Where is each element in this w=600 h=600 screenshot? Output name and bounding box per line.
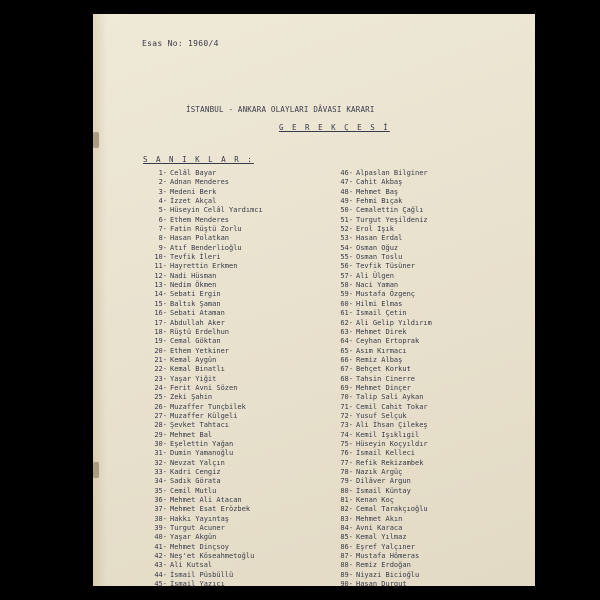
defendant-entry bbox=[149, 459, 263, 468]
defendant-number: 62- bbox=[340, 318, 353, 327]
defendant-name: Atıf Benderlioğlu bbox=[170, 243, 242, 252]
defendant-number: 7- bbox=[158, 225, 167, 234]
defendant-entry bbox=[335, 365, 432, 374]
defendant-number: 11- bbox=[154, 262, 167, 271]
defendant-name: Sadık Görata bbox=[170, 477, 221, 486]
defendant-entry bbox=[335, 468, 432, 477]
defendant-name: Mehmet Direk bbox=[356, 327, 407, 336]
defendant-name: Fehmi Bıçak bbox=[356, 197, 403, 206]
defendant-number: 69- bbox=[340, 383, 353, 392]
defendant-name: Turgut Yeşildeniz bbox=[356, 215, 428, 224]
defendant-entry bbox=[149, 262, 263, 271]
defendant-entry bbox=[335, 300, 432, 309]
defendant-entry bbox=[149, 515, 263, 524]
defendant-name: Zeki Şahin bbox=[170, 393, 213, 402]
defendant-entry bbox=[149, 169, 263, 178]
defendant-entry bbox=[335, 533, 432, 542]
document-title: İSTANBUL - ANKARA OLAYLARI DÂVASI KARARI bbox=[186, 105, 375, 114]
defendant-number: 64- bbox=[340, 337, 353, 346]
defendant-number: 33- bbox=[154, 468, 167, 476]
defendant-entry bbox=[335, 403, 432, 412]
defendant-number: 87- bbox=[340, 552, 353, 561]
defendant-name: Tevfik Tüsüner bbox=[356, 262, 416, 271]
defendant-entry bbox=[149, 234, 263, 243]
defendant-entry bbox=[149, 552, 263, 561]
defendant-entry bbox=[335, 347, 432, 356]
defendant-number: 28- bbox=[154, 421, 167, 430]
defendant-name: Muzaffer Külgeli bbox=[170, 411, 238, 420]
defendant-name: Mustafa Özgenç bbox=[356, 290, 416, 299]
defendant-name: Fatin Rüştü Zorlu bbox=[170, 225, 242, 234]
defendant-number: 26- bbox=[154, 402, 167, 411]
defendant-name: Hasan Durgut bbox=[356, 580, 407, 589]
defendant-name: Celâl Bayar bbox=[170, 169, 217, 177]
staple-mark-top bbox=[93, 132, 99, 148]
defendant-name: Niyazi Bicioğlu bbox=[356, 570, 420, 579]
document-subtitle: G E R E K Ç E S İ bbox=[279, 123, 390, 132]
defendant-entry bbox=[149, 197, 263, 206]
defendant-number: 52- bbox=[340, 225, 353, 234]
defendant-entry bbox=[149, 244, 263, 253]
defendant-name: Osman Toslu bbox=[356, 253, 403, 262]
defendant-entry bbox=[149, 412, 263, 421]
defendant-name: Nazık Argüç bbox=[356, 468, 403, 476]
defendant-entry bbox=[149, 319, 263, 328]
defendant-name: Nadi Hüsman bbox=[170, 271, 217, 280]
defendant-entry bbox=[149, 524, 263, 533]
defendant-entry bbox=[335, 496, 432, 505]
defendant-entry bbox=[335, 375, 432, 384]
defendant-number: 48- bbox=[340, 187, 353, 196]
file-number: Esas No: 1960/4 bbox=[142, 39, 219, 48]
defendant-entry bbox=[335, 561, 432, 570]
defendant-number: 83- bbox=[340, 514, 353, 523]
defendant-entry bbox=[149, 431, 263, 440]
defendant-name: Naci Yaman bbox=[356, 281, 399, 290]
defendant-name: Mehmet Dinçsoy bbox=[170, 542, 230, 551]
defendant-number: 38- bbox=[154, 514, 167, 523]
defendant-name: İsmail Kelleci bbox=[356, 449, 416, 458]
defendant-entry bbox=[149, 384, 263, 393]
defendant-entry bbox=[149, 347, 263, 356]
defendant-number: 72- bbox=[340, 411, 353, 420]
defendant-entry bbox=[149, 543, 263, 552]
defendant-number: 50- bbox=[340, 206, 353, 215]
defendant-name: Medeni Berk bbox=[170, 187, 217, 196]
defendant-entry bbox=[335, 206, 432, 215]
defendant-entry bbox=[149, 487, 263, 496]
defendant-number: 80- bbox=[340, 486, 353, 495]
defendant-entry bbox=[335, 253, 432, 262]
defendant-name: Tevfik İleri bbox=[170, 253, 221, 262]
defendant-number: 2- bbox=[158, 178, 167, 187]
defendant-name: Kemil Işıklıgil bbox=[356, 430, 420, 439]
defendant-number: 55- bbox=[340, 253, 353, 262]
defendant-entry bbox=[149, 393, 263, 402]
defendant-number: 82- bbox=[340, 505, 353, 514]
defendant-entry bbox=[335, 178, 432, 187]
defendant-number: 78- bbox=[340, 468, 353, 476]
defendant-entry bbox=[149, 477, 263, 486]
defendant-entry bbox=[335, 216, 432, 225]
defendants-list-left bbox=[149, 169, 263, 589]
defendant-number: 8- bbox=[158, 234, 167, 243]
defendant-name: Ethem Yetkiner bbox=[170, 346, 230, 355]
defendant-number: 37- bbox=[154, 505, 167, 514]
defendant-number: 10- bbox=[154, 253, 167, 262]
defendant-number: 74- bbox=[340, 430, 353, 439]
defendant-name: Remiz Erdoğan bbox=[356, 561, 411, 570]
defendant-name: Mehmet Dinçer bbox=[356, 383, 411, 392]
defendant-entry bbox=[149, 449, 263, 458]
defendant-number: 1- bbox=[158, 169, 167, 177]
defendant-name: Hilmi Elmas bbox=[356, 299, 403, 308]
defendant-name: Hakkı Yayıntaş bbox=[170, 514, 230, 523]
defendant-number: 23- bbox=[154, 374, 167, 383]
defendant-entry bbox=[335, 552, 432, 561]
defendant-entry bbox=[335, 477, 432, 486]
defendant-entry bbox=[335, 262, 432, 271]
defendant-entry bbox=[149, 206, 263, 215]
defendant-entry bbox=[149, 403, 263, 412]
defendant-name: Mehmet Esat Erözbek bbox=[170, 505, 251, 514]
defendant-entry bbox=[149, 505, 263, 514]
defendant-number: 27- bbox=[154, 411, 167, 420]
defendant-entry bbox=[335, 356, 432, 365]
defendant-entry bbox=[335, 384, 432, 393]
defendant-name: Dilâver Argun bbox=[356, 477, 411, 486]
defendant-name: Neş'et Köseahmetoğlu bbox=[170, 552, 255, 561]
defendant-name: Baltık Şaman bbox=[170, 299, 221, 308]
defendant-number: 12- bbox=[154, 271, 167, 280]
defendant-number: 25- bbox=[154, 393, 167, 402]
defendant-name: Ethem Menderes bbox=[170, 215, 230, 224]
defendant-entry bbox=[149, 337, 263, 346]
defendant-number: 85- bbox=[340, 533, 353, 542]
defendant-name: Talip Sali Aykan bbox=[356, 393, 424, 402]
defendant-entry bbox=[149, 188, 263, 197]
defendant-number: 54- bbox=[340, 243, 353, 252]
defendant-number: 47- bbox=[340, 178, 353, 187]
defendant-number: 35- bbox=[154, 486, 167, 495]
defendant-name: Ali İhsan Çilekeş bbox=[356, 421, 428, 430]
defendant-name: Ali Kutsal bbox=[170, 561, 213, 570]
defendant-number: 9- bbox=[158, 243, 167, 252]
defendant-entry bbox=[149, 365, 263, 374]
defendant-number: 86- bbox=[340, 542, 353, 551]
defendant-name: Mehmet Bal bbox=[170, 430, 213, 439]
defendant-number: 5- bbox=[158, 206, 167, 215]
defendant-entry bbox=[149, 300, 263, 309]
defendant-number: 68- bbox=[340, 374, 353, 383]
defendant-name: Kemal Aygün bbox=[170, 355, 217, 364]
defendant-number: 21- bbox=[154, 355, 167, 364]
defendant-name: Muzaffer Tunçbilek bbox=[170, 402, 246, 411]
defendant-name: Rüştü Erdelhun bbox=[170, 327, 230, 336]
defendant-number: 56- bbox=[340, 262, 353, 271]
defendant-entry bbox=[149, 328, 263, 337]
defendant-number: 59- bbox=[340, 290, 353, 299]
defendant-name: Adnan Menderes bbox=[170, 178, 230, 187]
defendant-number: 42- bbox=[154, 552, 167, 561]
defendant-number: 67- bbox=[340, 365, 353, 374]
defendant-name: Asım Kırmacı bbox=[356, 346, 407, 355]
defendant-entry bbox=[149, 272, 263, 281]
defendant-number: 65- bbox=[340, 346, 353, 355]
defendant-name: Sebati Ergin bbox=[170, 290, 221, 299]
defendant-name: Yusuf Selçuk bbox=[356, 411, 407, 420]
defendant-name: Mehmet Ali Atacan bbox=[170, 496, 242, 505]
document-page bbox=[93, 14, 535, 589]
defendant-name: Hüseyin Koçyıldır bbox=[356, 439, 428, 448]
defendant-entry bbox=[149, 281, 263, 290]
defendant-number: 6- bbox=[158, 215, 167, 224]
defendant-name: Erol Işık bbox=[356, 225, 394, 234]
defendant-entry bbox=[149, 225, 263, 234]
defendant-number: 14- bbox=[154, 290, 167, 299]
defendant-name: Hayrettin Erkmen bbox=[170, 262, 238, 271]
defendant-entry bbox=[149, 290, 263, 299]
defendant-entry bbox=[335, 197, 432, 206]
defendant-number: 75- bbox=[340, 439, 353, 448]
defendant-name: Cemal Göktan bbox=[170, 337, 221, 346]
defendant-number: 73- bbox=[340, 421, 353, 430]
defendant-entry bbox=[335, 393, 432, 402]
defendant-number: 46- bbox=[340, 169, 353, 177]
defendant-name: Hasan Erdal bbox=[356, 234, 403, 243]
defendant-name: Cemalettin Çağlı bbox=[356, 206, 424, 215]
defendant-entry bbox=[149, 468, 263, 477]
defendant-entry bbox=[335, 244, 432, 253]
defendant-entry bbox=[335, 515, 432, 524]
defendants-list-right bbox=[335, 169, 432, 589]
defendant-entry bbox=[149, 440, 263, 449]
defendant-number: 63- bbox=[340, 327, 353, 336]
defendant-number: 41- bbox=[154, 542, 167, 551]
defendant-name: Cemal Tarakçıoğlu bbox=[356, 505, 428, 514]
defendant-entry bbox=[149, 561, 263, 570]
defendant-name: Yaşar Yiğit bbox=[170, 374, 217, 383]
defendant-name: İsmail Yazıcı bbox=[170, 580, 225, 589]
defendant-number: 44- bbox=[154, 570, 167, 579]
defendant-number: 84- bbox=[340, 524, 353, 533]
defendant-name: Osman Oğuz bbox=[356, 243, 399, 252]
defendant-number: 20- bbox=[154, 346, 167, 355]
defendant-number: 79- bbox=[340, 477, 353, 486]
defendant-number: 34- bbox=[154, 477, 167, 486]
defendant-entry bbox=[335, 459, 432, 468]
defendant-entry bbox=[335, 431, 432, 440]
defendant-name: Cemil Cahit Tokar bbox=[356, 402, 428, 411]
defendant-entry bbox=[335, 234, 432, 243]
defendant-entry bbox=[149, 309, 263, 318]
defendant-entry bbox=[149, 253, 263, 262]
defendant-entry bbox=[335, 319, 432, 328]
defendant-number: 61- bbox=[340, 309, 353, 318]
defendant-name: Nevzat Yalçın bbox=[170, 458, 225, 467]
defendant-entry bbox=[149, 375, 263, 384]
defendant-entry bbox=[335, 337, 432, 346]
defendant-name: Eşelettin Yağan bbox=[170, 439, 234, 448]
defendant-name: Mehmet Akın bbox=[356, 514, 403, 523]
defendant-entry bbox=[335, 505, 432, 514]
defendant-number: 81- bbox=[340, 496, 353, 505]
defendant-number: 76- bbox=[340, 449, 353, 458]
defendant-name: Kadri Cengiz bbox=[170, 468, 221, 476]
defendant-number: 4- bbox=[158, 197, 167, 206]
defendant-entry bbox=[335, 421, 432, 430]
defendant-entry bbox=[335, 543, 432, 552]
defendant-name: Nedim Ökmen bbox=[170, 281, 217, 290]
defendant-number: 22- bbox=[154, 365, 167, 374]
defendant-entry bbox=[149, 571, 263, 580]
defendant-entry bbox=[335, 524, 432, 533]
defendant-number: 51- bbox=[340, 215, 353, 224]
defendant-entry bbox=[335, 571, 432, 580]
defendant-entry bbox=[335, 449, 432, 458]
defendant-entry bbox=[335, 412, 432, 421]
defendant-name: İsmail Çetin bbox=[356, 309, 407, 318]
defendant-entry bbox=[335, 440, 432, 449]
defendant-entry bbox=[149, 421, 263, 430]
defendant-name: Refik Rekizambek bbox=[356, 458, 424, 467]
defendant-name: Ali Gelip Yıldırım bbox=[356, 318, 432, 327]
defendant-number: 19- bbox=[154, 337, 167, 346]
defendant-number: 43- bbox=[154, 561, 167, 570]
defendant-number: 15- bbox=[154, 299, 167, 308]
defendant-number: 58- bbox=[340, 281, 353, 290]
defendant-number: 60- bbox=[340, 299, 353, 308]
defendant-name: Hüseyin Celâl Yardımcı bbox=[170, 206, 263, 215]
defendant-number: 36- bbox=[154, 496, 167, 505]
defendant-number: 32- bbox=[154, 458, 167, 467]
defendant-entry bbox=[149, 178, 263, 187]
defendant-entry bbox=[335, 169, 432, 178]
defendant-number: 71- bbox=[340, 402, 353, 411]
defendant-number: 70- bbox=[340, 393, 353, 402]
defendant-entry bbox=[335, 580, 432, 589]
defendant-number: 88- bbox=[340, 561, 353, 570]
defendant-name: Sebati Ataman bbox=[170, 309, 225, 318]
defendant-name: Dumin Yamanoğlu bbox=[170, 449, 234, 458]
defendants-heading: S A N I K L A R : bbox=[143, 155, 254, 164]
defendant-number: 66- bbox=[340, 355, 353, 364]
defendant-entry bbox=[149, 216, 263, 225]
defendant-entry bbox=[149, 533, 263, 542]
defendant-number: 39- bbox=[154, 524, 167, 533]
defendant-name: Kemal Yılmaz bbox=[356, 533, 407, 542]
defendant-entry bbox=[335, 487, 432, 496]
defendant-name: Mehmet Baş bbox=[356, 187, 399, 196]
defendant-name: Tahsin Cinerre bbox=[356, 374, 416, 383]
defendant-entry bbox=[335, 188, 432, 197]
defendant-name: İzzet Akçal bbox=[170, 197, 217, 206]
defendant-number: 31- bbox=[154, 449, 167, 458]
defendant-name: Cemil Mutlu bbox=[170, 486, 217, 495]
defendant-name: Yaşar Akgün bbox=[170, 533, 217, 542]
defendant-name: Alpaslan Bilginer bbox=[356, 169, 428, 177]
defendant-entry bbox=[335, 290, 432, 299]
defendant-name: Ferit Avni Sözen bbox=[170, 383, 238, 392]
defendant-name: Remiz Albaş bbox=[356, 355, 403, 364]
defendant-entry bbox=[335, 328, 432, 337]
defendant-name: Kenan Koç bbox=[356, 496, 394, 505]
defendant-number: 90- bbox=[340, 580, 353, 589]
defendant-number: 49- bbox=[340, 197, 353, 206]
defendant-number: 77- bbox=[340, 458, 353, 467]
defendant-name: Abdullah Aker bbox=[170, 318, 225, 327]
defendant-entry bbox=[149, 356, 263, 365]
defendant-number: 40- bbox=[154, 533, 167, 542]
defendant-number: 18- bbox=[154, 327, 167, 336]
defendant-entry bbox=[335, 272, 432, 281]
defendant-name: Ali Ülgen bbox=[356, 271, 394, 280]
defendant-number: 45- bbox=[154, 580, 167, 589]
defendant-name: Ceyhan Ertoprak bbox=[356, 337, 420, 346]
defendant-name: Şevket Tahtacı bbox=[170, 421, 230, 430]
defendant-name: Avni Karaca bbox=[356, 524, 403, 533]
defendant-name: Cahit Akbaş bbox=[356, 178, 403, 187]
defendant-number: 89- bbox=[340, 570, 353, 579]
defendant-number: 29- bbox=[154, 430, 167, 439]
defendant-number: 24- bbox=[154, 383, 167, 392]
defendant-name: İsmail Küntay bbox=[356, 486, 411, 495]
defendant-number: 13- bbox=[154, 281, 167, 290]
defendant-name: Hasan Polatkan bbox=[170, 234, 230, 243]
defendant-entry bbox=[335, 225, 432, 234]
defendant-number: 53- bbox=[340, 234, 353, 243]
defendant-entry bbox=[149, 580, 263, 589]
defendant-name: Behçet Korkut bbox=[356, 365, 411, 374]
defendant-name: Eşref Yalçıner bbox=[356, 542, 416, 551]
defendant-number: 16- bbox=[154, 309, 167, 318]
staple-mark-bottom bbox=[93, 462, 99, 478]
defendant-name: Kemal Binatlı bbox=[170, 365, 225, 374]
defendant-entry bbox=[149, 496, 263, 505]
defendant-name: İsmail Püsbüllü bbox=[170, 570, 234, 579]
defendant-number: 17- bbox=[154, 318, 167, 327]
defendant-number: 57- bbox=[340, 271, 353, 280]
defendant-number: 30- bbox=[154, 439, 167, 448]
defendant-entry bbox=[335, 309, 432, 318]
defendant-name: Turgut Acuner bbox=[170, 524, 225, 533]
defendant-number: 3- bbox=[158, 187, 167, 196]
defendant-name: Mustafa Hömeras bbox=[356, 552, 420, 561]
